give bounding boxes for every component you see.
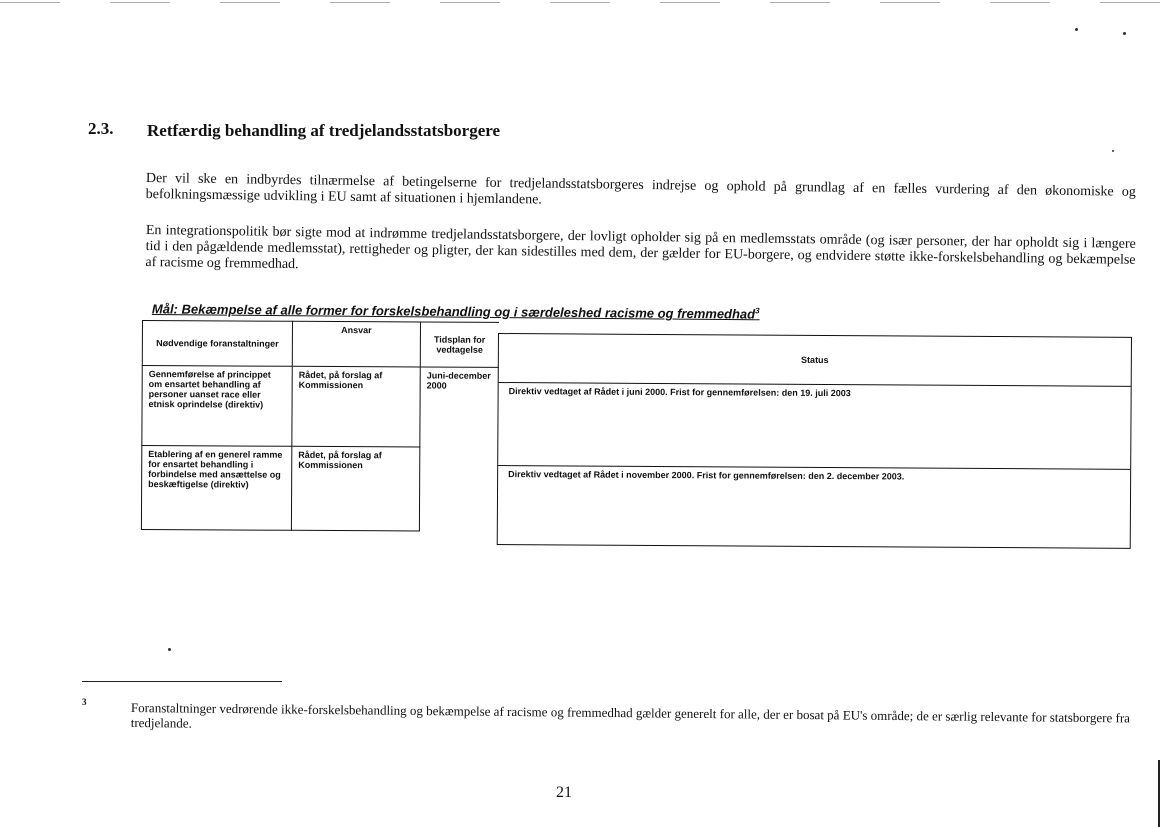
paragraph-2: En integrationspolitik bør sigte mod at indrømme tredjelandsstatsborgere, der lovligt opholder sig på en medlemsstats område (og især personer, der har opholdt sig i længere tid i den pågældende medlemsstat), rettigheder og pligter, der kan sidestilles med dem, der gælder for EU-borgere, og endvidere støtte ikke-forskelsbehandling og bekæmpelse af racisme og fremmedhad. [145, 223, 1136, 273]
row-2-responsible: Rådet, på forslag af Kommissionen [291, 446, 419, 531]
header-responsible: Ansvar [292, 321, 420, 367]
row-1-responsible: Rådet, på forslag af Kommissionen [292, 366, 420, 447]
scan-top-edge [0, 2, 1163, 3]
footnote-mark: 3 [82, 697, 87, 707]
scan-speck [1075, 28, 1078, 31]
table-caption-text: Mål: Bekæmpelse af alle former for forskelsbehandling og i særdeleshed racisme og fremmedhad [151, 301, 756, 322]
row-2-status: Direktiv vedtaget af Rådet i november 2000. Frist for gennemførelsen: den 2. december 2003. [508, 469, 905, 482]
footnote-separator [82, 681, 282, 682]
page-number: 21 [556, 784, 572, 801]
row-1-timeline: Juni-december 2000 [420, 367, 498, 447]
row-2-timeline [419, 447, 497, 531]
row-1-status: Direktiv vedtaget af Rådet i juni 2000. Frist for gennemførelsen: den 19. juli 2003 [498, 383, 1130, 470]
section-number: 2.3. [88, 119, 114, 138]
header-measures: Nødvendige foranstaltninger [142, 321, 292, 367]
table-caption [152, 301, 760, 322]
scan-right-edge [1158, 760, 1160, 827]
footnote-text: Foranstaltninger vedrørende ikke-forskelsbehandling og bekæmpelse af racisme og fremmedhad gælder generelt for alle, der er bosat på EU's område; de er særlig relevante for statsborgere fra tredjelande. [130, 700, 1131, 731]
table-row [141, 446, 497, 532]
table-caption-footnote-ref: 3 [755, 306, 760, 316]
row-1-measure: Gennemførelse af princippet om ensartet behandling af personer uanset race eller etnisk oprindelse (direktiv) [142, 366, 292, 447]
scan-speck [168, 648, 171, 651]
status-column [497, 333, 1132, 549]
header-status: Status [499, 334, 1131, 387]
table-row [142, 366, 498, 448]
row-2-measure: Etablering af en generel ramme for ensartet behandling i forbindelse med ansættelse og beskæftigelse (direktiv) [141, 446, 291, 531]
scan-speck [1112, 150, 1114, 152]
header-timeline: Tidsplan for vedtagelse [420, 322, 498, 367]
scan-speck [1123, 32, 1126, 35]
measures-table [141, 320, 499, 532]
section-title: Retfærdig behandling af tredjelandsstatsborgere [147, 121, 501, 140]
paragraph-1: Der vil ske en indbyrdes tilnærmelse af betingelserne for tredjelandsstatsborgeres indrejse og ophold på grundlag af en fælles vurdering af den økonomiske og befolkningsmæssige udvikling i EU samt af situationen i hjemlandene. [145, 171, 1136, 208]
